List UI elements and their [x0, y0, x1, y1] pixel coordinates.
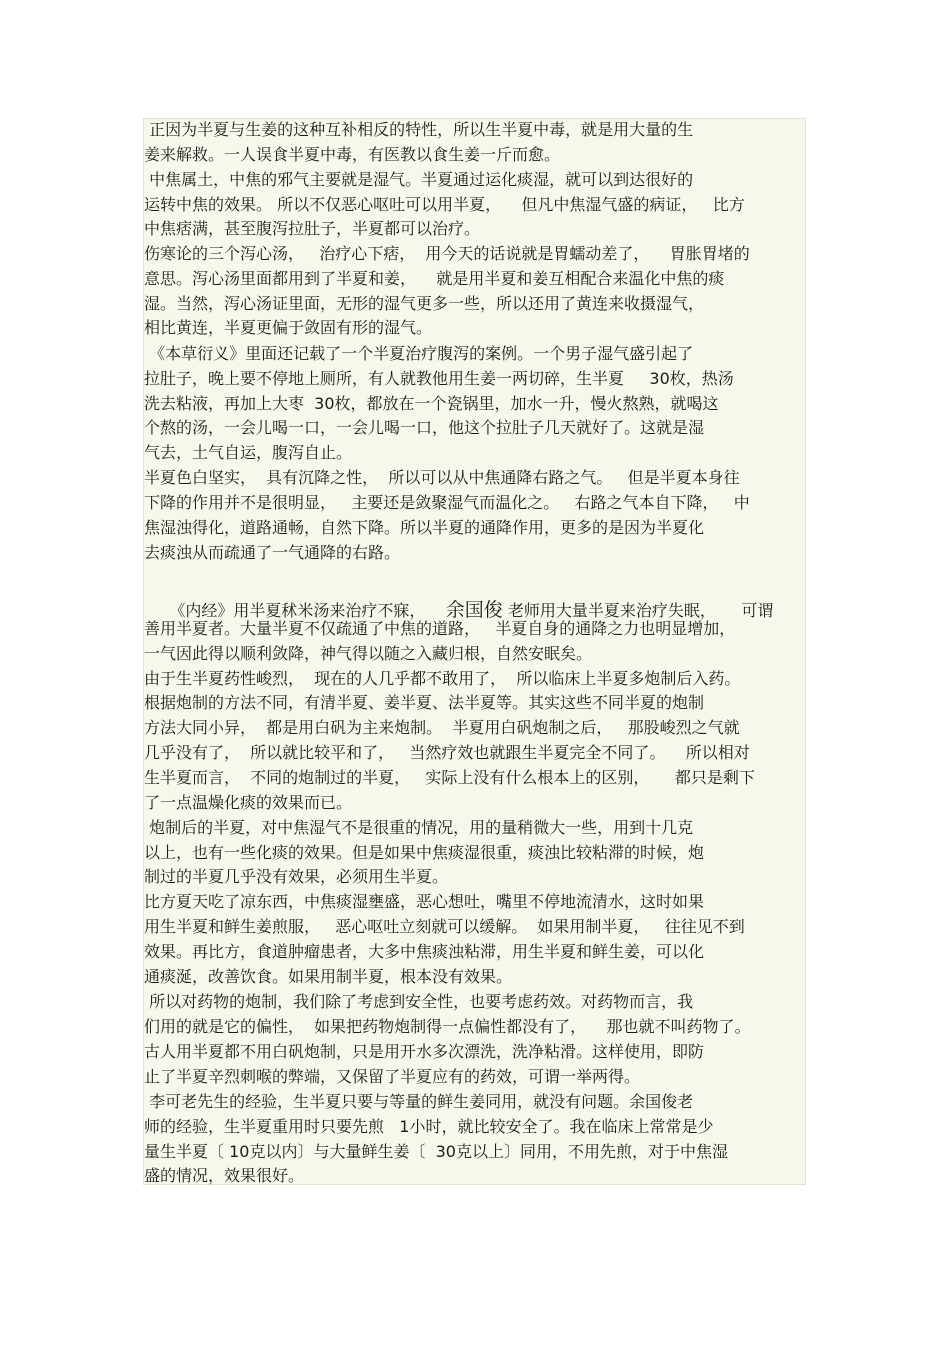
- text-line: 了一点温燥化痰的效果而已。: [144, 793, 353, 812]
- text-line: 几乎没有了， 所以就比较平和了， 当然疗效也就跟生半夏完全不同了。 所以相对: [144, 743, 750, 762]
- text-line: 运转中焦的效果。 所以不仅恶心呕吐可以用半夏， 但凡中焦湿气盛的病证， 比方: [144, 195, 745, 214]
- text-line: 以上，也有一些化痰的效果。但是如果中焦痰湿很重，痰浊比较粘滞的时候，炮: [144, 843, 705, 862]
- text-line: 们用的就是它的偏性， 如果把药物炮制得一点偏性都没有了， 那也就不叫药物了。: [144, 1017, 751, 1036]
- text-line: 湿。当然，泻心汤证里面，无形的湿气更多一些，所以还用了黄连来收摄湿气，: [144, 294, 705, 313]
- text-line: 意思。泻心汤里面都用到了半夏和姜， 就是用半夏和姜互相配合来温化中焦的痰: [144, 269, 725, 288]
- text-line: 制过的半夏几乎没有效果，必须用生半夏。: [144, 867, 449, 886]
- text-line: 由于生半夏药性峻烈， 现在的人几乎都不敢用了， 所以临床上半夏多炮制后入药。: [144, 669, 741, 688]
- text-line: 中焦属土，中焦的邪气主要就是湿气。半夏通过运化痰湿，就可以到达很好的: [144, 170, 694, 189]
- text-line: 生半夏而言， 不同的炮制过的半夏， 实际上没有什么根本上的区别， 都只是剩下: [144, 768, 755, 787]
- text-line: 效果。再比方，食道肿瘤患者，大多中焦痰浊粘滞，用生半夏和鲜生姜，可以化: [144, 942, 705, 961]
- text-line: 相比黄连，半夏更偏于敛固有形的湿气。: [144, 318, 433, 337]
- text-line: 止了半夏辛烈刺喉的弊端，又保留了半夏应有的药效，可谓一举两得。: [144, 1067, 641, 1086]
- text-line: 炮制后的半夏，对中焦湿气不是很重的情况，用的量稍微大一些，用到十几克: [144, 818, 694, 837]
- text-line: 师的经验，生半夏重用时只要先煎 1小时，就比较安全了。我在临床上常常是少: [144, 1117, 714, 1136]
- text-line: 一气因此得以顺利敛降，神气得以随之入藏归根，自然安眠矣。: [144, 644, 593, 663]
- text-line: [144, 580, 774, 621]
- person-name: 余国俊: [445, 599, 503, 621]
- text-segment: 《内经》用半夏秫米汤来治疗不寐，: [164, 601, 446, 620]
- text-line: 通痰涎，改善饮食。如果用制半夏，根本没有效果。: [144, 967, 513, 986]
- text-line: 中焦痞满，甚至腹泻拉肚子，半夏都可以治疗。: [144, 219, 481, 238]
- text-line: 量生半夏〔 10克以内〕与大量鲜生姜〔 30克以上〕同用，不用先煎，对于中焦湿: [144, 1142, 728, 1161]
- text-line: 比方夏天吃了凉东西，中焦痰湿壅盛，恶心想吐，嘴里不停地流清水，这时如果: [144, 892, 705, 911]
- text-line: 根据炮制的方法不同，有清半夏、姜半夏、法半夏等。其实这些不同半夏的炮制: [144, 693, 705, 712]
- text-line: 下降的作用并不是很明显， 主要还是敛聚湿气而温化之。 右路之气本自下降， 中: [144, 493, 750, 512]
- text-line: 善用半夏者。大量半夏不仅疏通了中焦的道路， 半夏自身的通降之力也明显增加，: [144, 619, 736, 638]
- text-line: 盛的情况，效果很好。: [144, 1166, 305, 1185]
- text-line: 正因为半夏与生姜的这种互补相反的特性，所以生半夏中毒，就是用大量的生: [144, 120, 694, 139]
- text-line: 李可老先生的经验，生半夏只要与等量的鲜生姜同用，就没有问题。余国俊老: [144, 1092, 694, 1111]
- text-line: 去痰浊从而疏通了一气通降的右路。: [144, 543, 401, 562]
- text-line: 《本草衍义》里面还记载了一个半夏治疗腹泻的案例。一个男子湿气盛引起了: [144, 344, 694, 363]
- text-line: 伤寒论的三个泻心汤， 治疗心下痞， 用今天的话说就是胃蠕动差了， 胃胀胃堵的: [144, 244, 750, 263]
- text-line: 半夏色白坚实， 具有沉降之性， 所以可以从中焦通降右路之气。 但是半夏本身往: [144, 468, 740, 487]
- text-line: 焦湿浊得化，道路通畅，自然下降。所以半夏的通降作用，更多的是因为半夏化: [144, 518, 705, 537]
- text-line: 气去，土气自运，腹泻自止。: [144, 443, 353, 462]
- text-segment: 老师用大量半夏来治疗失眠， 可谓: [502, 601, 774, 620]
- text-line: 姜来解救。一人误食半夏中毒，有医教以食生姜一斤而愈。: [144, 145, 561, 164]
- text-line: 所以对药物的炮制，我们除了考虑到安全性，也要考虑药效。对药物而言，我: [144, 992, 694, 1011]
- text-line: 个熬的汤，一会儿喝一口，一会儿喝一口，他这个拉肚子几天就好了。这就是湿: [144, 418, 705, 437]
- text-line: 方法大同小异， 都是用白矾为主来炮制。 半夏用白矾炮制之后， 那股峻烈之气就: [144, 718, 740, 737]
- text-line: 拉肚子，晚上要不停地上厕所，有人就教他用生姜一两切碎，生半夏 30枚，热汤: [144, 369, 734, 388]
- text-line: 用生半夏和鲜生姜煎服， 恶心呕吐立刻就可以缓解。 如果用制半夏， 往往见不到: [144, 917, 745, 936]
- text-line: 洗去粘液，再加上大枣 30枚，都放在一个瓷锅里，加水一升，慢火熬熟，就喝这: [144, 394, 719, 413]
- text-line: 古人用半夏都不用白矾炮制，只是用开水多次漂洗，洗净粘滑。这样使用，即防: [144, 1042, 705, 1061]
